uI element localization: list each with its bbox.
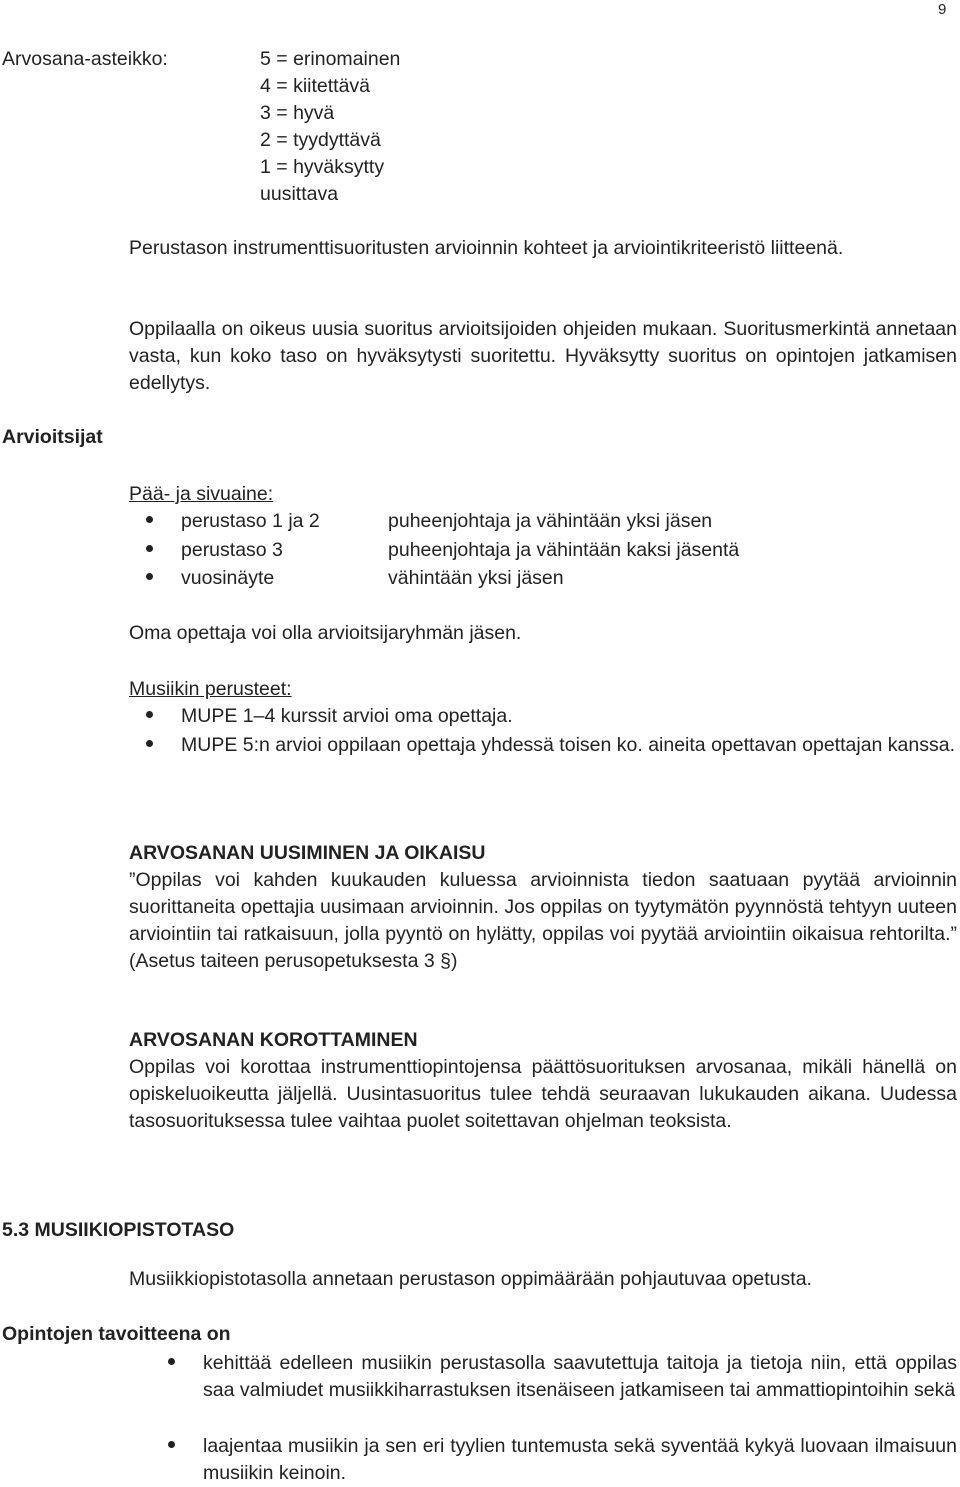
bullet-icon bbox=[146, 573, 153, 580]
music-basics-item: MUPE 5:n arvioi oppilaan opettaja yhdessä toisen ko. aineita opettavan opettajan kanssa. bbox=[181, 734, 956, 756]
grade-scale-label: Arvosana-asteikko: bbox=[2, 48, 168, 70]
assessor-level: perustaso 1 ja 2 bbox=[181, 510, 320, 532]
grade-scale-item: 1 = hyväksytty bbox=[260, 156, 385, 178]
bullet-icon bbox=[146, 711, 153, 718]
grade-raise-body: Oppilas voi korottaa instrumenttiopintojensa päättösuorituksen arvosanaa, mikäli hänellä on opiskeluoikeutta jäljellä. Uusintasuoritus tulee tehdä seuraavan lukukauden aikana. Uudessa tasosuorituksessa tulee vaihtaa puolet soitettavan ohjelman teoksista. bbox=[129, 1056, 957, 1132]
assessors-section-label: Arvioitsijat bbox=[2, 426, 103, 448]
grade-scale-list bbox=[260, 46, 400, 208]
conservatory-heading: 5.3 MUSIIKIOPISTOTASO bbox=[2, 1219, 235, 1241]
assessor-level: vuosinäyte bbox=[181, 567, 275, 589]
assessor-level: perustaso 3 bbox=[181, 539, 283, 561]
bullet-icon bbox=[146, 740, 153, 747]
grade-scale-item: 5 = erinomainen bbox=[260, 48, 401, 70]
retake-paragraph: Oppilaalla on oikeus uusia suoritus arvioitsijoiden ohjeiden mukaan. Suoritusmerkintä annetaan vasta, kun koko taso on hyväksytysti suoritettu. Hyväksytty suoritus on opintojen jatkamisen edellytys. bbox=[129, 318, 957, 394]
grade-scale-item: 4 = kiitettävä bbox=[260, 75, 371, 97]
goals-label: Opintojen tavoitteena on bbox=[2, 1323, 231, 1345]
bullet-icon bbox=[168, 1358, 175, 1365]
grade-scale-item: 3 = hyvä bbox=[260, 102, 335, 124]
music-basics-item: MUPE 1–4 kurssit arvioi oma opettaja. bbox=[181, 705, 513, 727]
grade-raise-heading: ARVOSANAN KOROTTAMINEN bbox=[129, 1029, 418, 1051]
grade-renewal-body: ”Oppilas voi kahden kuukauden kuluessa arvioinnista tiedon saatuaan pyytää arvioinnin suorittaneita opettajia uusimaan arvioinnin. Jos oppilas on tyytymätön pyynnöstä tehtyyn uuteen arviointiin tai ratkaisuun, jolla pyyntö on hylätty, oppilas voi pyytää arviointiin oikaisua rehtorilta.” (Asetus taiteen perusopetuksesta 3 §) bbox=[129, 869, 957, 972]
page-number: 9 bbox=[938, 1, 947, 18]
goal-item: kehittää edelleen musiikin perustasolla saavutettuja taitoja ja tietoja niin, että oppilas saa valmiudet musiikkiharrastuksen itsenäiseen jatkamiseen tai ammattiopintoihin sekä bbox=[203, 1352, 957, 1401]
own-teacher-note: Oma opettaja voi olla arvioitsijaryhmän jäsen. bbox=[129, 622, 522, 644]
bullet-icon bbox=[146, 516, 153, 523]
grade-scale-item: 2 = tyydyttävä bbox=[260, 129, 381, 151]
conservatory-intro: Musiikkiopistotasolla annetaan perustason oppimäärään pohjautuvaa opetusta. bbox=[129, 1268, 812, 1290]
assessor-panel: puheenjohtaja ja vähintään kaksi jäsentä bbox=[388, 539, 740, 561]
grade-renewal-heading: ARVOSANAN UUSIMINEN JA OIKAISU bbox=[129, 842, 486, 864]
criteria-paragraph: Perustason instrumenttisuoritusten arvioinnin kohteet ja arviointikriteeristö liitteenä. bbox=[129, 237, 844, 259]
bullet-icon bbox=[168, 1441, 175, 1448]
bullet-icon bbox=[146, 545, 153, 552]
goal-item: laajentaa musiikin ja sen eri tyylien tuntemusta sekä syventää kykyä luovaan ilmaisuun musiikin keinoin. bbox=[203, 1435, 957, 1484]
music-basics-heading: Musiikin perusteet: bbox=[129, 678, 292, 700]
main-minor-heading: Pää- ja sivuaine: bbox=[129, 483, 274, 505]
assessor-panel: vähintään yksi jäsen bbox=[388, 567, 564, 589]
assessor-panel: puheenjohtaja ja vähintään yksi jäsen bbox=[388, 510, 713, 532]
grade-scale-item: uusittava bbox=[260, 183, 339, 205]
